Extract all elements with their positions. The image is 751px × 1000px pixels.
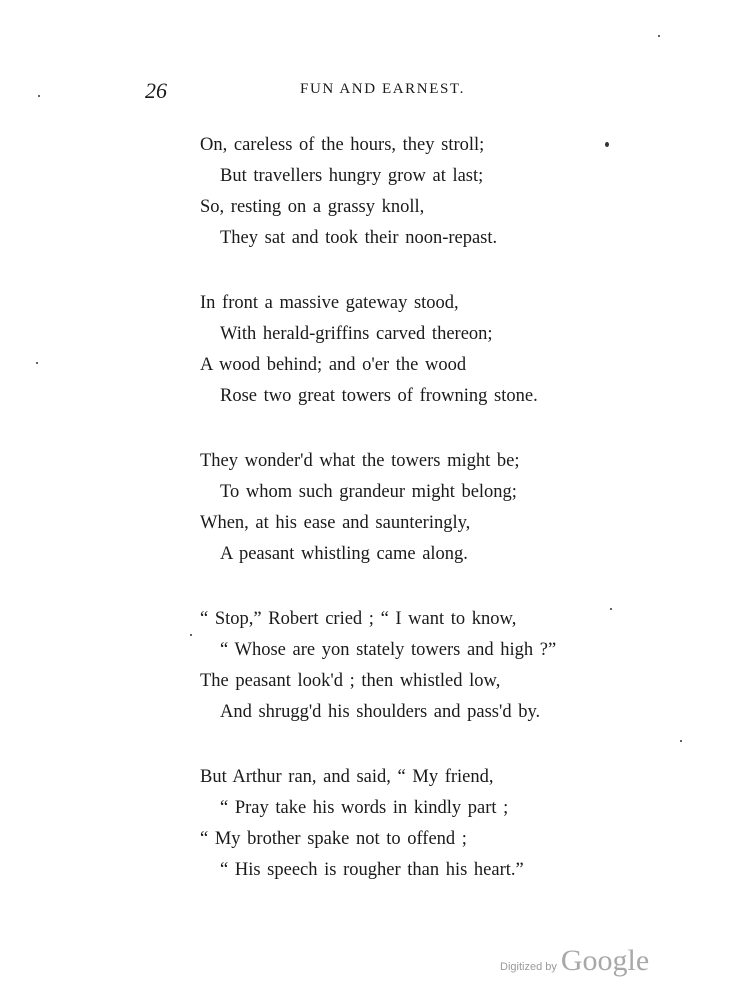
poem-line: “ Pray take his words in kindly part ; [220,798,509,818]
page-number: 26 [145,78,167,103]
poem-line: When, at his ease and saunteringly, [200,513,471,533]
scan-speck [38,95,40,97]
stanza [200,762,640,886]
stanza [200,288,640,412]
poem-line: “ Stop,” Robert cried ; “ I want to know, [200,609,517,629]
scan-speck [36,362,38,364]
poem-line: “ Whose are yon stately towers and high ?” [220,640,557,660]
stanza [200,130,640,254]
poem-line: “ His speech is rougher than his heart.” [220,860,524,880]
poem-line: They wonder'd what the towers might be; [200,451,520,471]
digitized-by-label: Digitized by [500,961,557,973]
poem-line: A peasant whistling came along. [220,544,468,564]
scan-speck [605,142,609,147]
poem-line: On, careless of the hours, they stroll; [200,135,485,155]
poem [200,130,640,920]
poem-line: But travellers hungry grow at last; [220,166,484,186]
stanza [200,446,640,570]
google-watermark [500,944,649,978]
stanza [200,604,640,728]
poem-line: The peasant look'd ; then whistled low, [200,671,501,691]
scan-speck [610,608,612,610]
scan-speck [190,634,192,636]
poem-line: A wood behind; and o'er the wood [200,355,467,375]
poem-line: “ My brother spake not to offend ; [200,829,467,849]
google-logo: Google [560,944,650,977]
running-title: FUN AND EARNEST. [300,81,465,97]
poem-line: They sat and took their noon-repast. [220,228,498,248]
scan-speck [658,35,660,37]
poem-line: Rose two great towers of frowning stone. [220,386,538,406]
poem-line: To whom such grandeur might belong; [220,482,517,502]
poem-line: In front a massive gateway stood, [200,293,459,313]
poem-line: So, resting on a grassy knoll, [200,197,425,217]
poem-line: But Arthur ran, and said, “ My friend, [200,767,494,787]
scan-speck [680,740,682,742]
poem-line: With herald-griffins carved thereon; [220,324,493,344]
poem-line: And shrugg'd his shoulders and pass'd by. [220,702,541,722]
